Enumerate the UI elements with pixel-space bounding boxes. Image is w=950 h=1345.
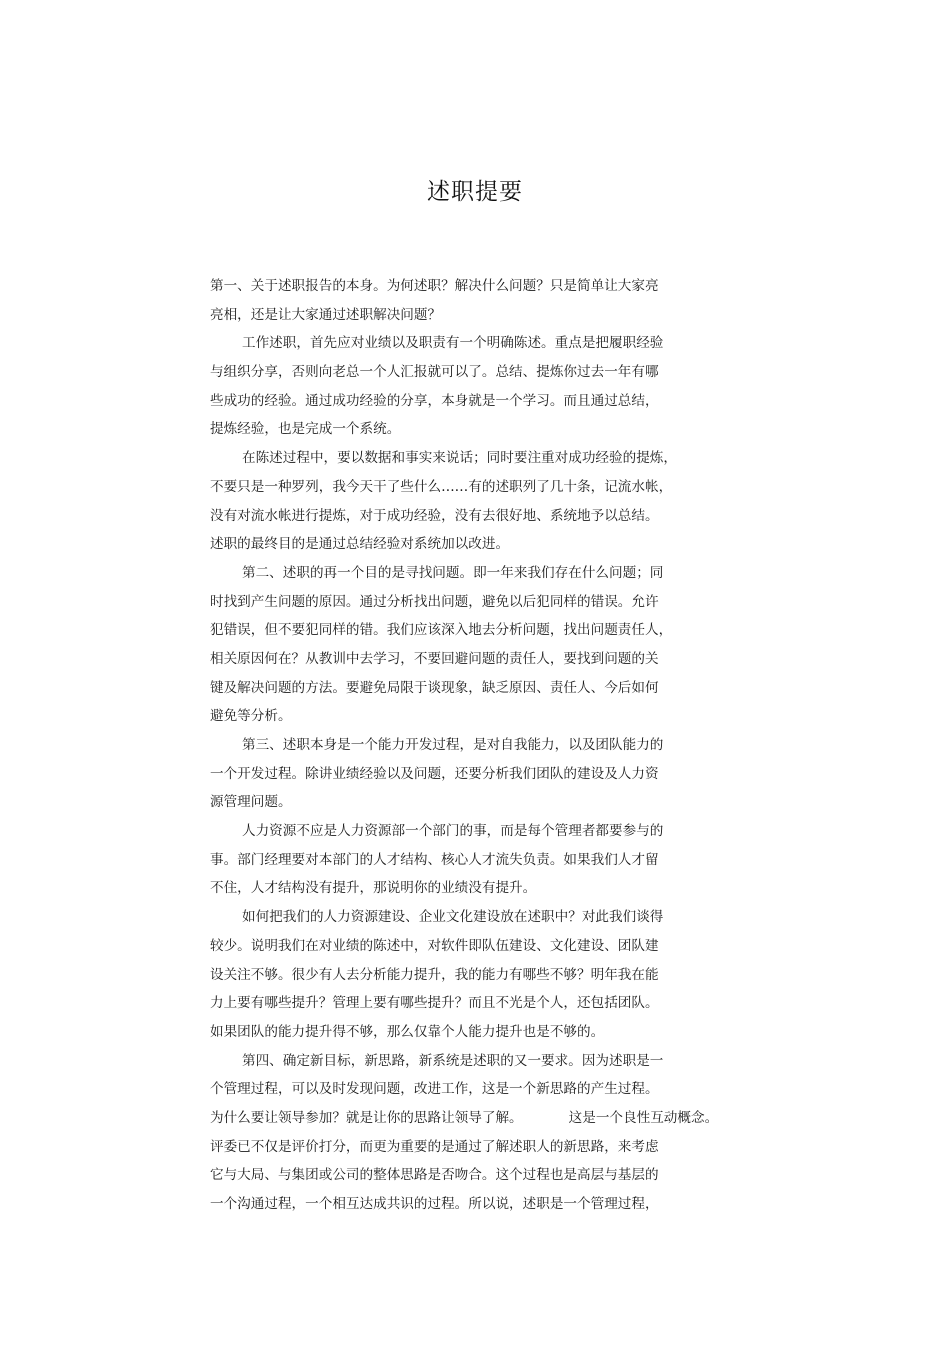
text-line	[210, 1133, 730, 1162]
text-line-content: 它与大局、与集团或公司的整体思路是否吻合。这个过程也是高层与基层的	[210, 1167, 659, 1184]
text-line	[210, 329, 730, 358]
text-line	[210, 961, 730, 990]
text-line-content: 不住，人才结构没有提升，那说明你的业绩没有提升。	[210, 880, 537, 897]
text-line	[210, 473, 730, 502]
text-line-content: 与组织分享，否则向老总一个人汇报就可以了。总结、提炼你过去一年有哪	[210, 364, 659, 381]
text-line-content: 如果团队的能力提升得不够，那么仅靠个人能力提升也是不够的。	[210, 1023, 605, 1040]
text-line	[210, 415, 730, 444]
text-line	[210, 502, 730, 531]
text-line-content: 如何把我们的人力资源建设、企业文化建设放在述职中？对此我们谈得	[242, 909, 664, 926]
text-line-content: 设关注不够。很少有人去分析能力提升，我的能力有哪些不够？明年我在能	[210, 966, 659, 983]
text-line-content: 避免等分析。	[210, 708, 292, 725]
text-line	[210, 874, 730, 903]
text-line-content: 为什么要让领导参加？就是让你的思路让领导了解。	[210, 1109, 523, 1126]
text-line-content: 一个开发过程。除讲业绩经验以及问题，还要分析我们团队的建设及人力资	[210, 765, 659, 782]
text-line-content: 力上要有哪些提升？管理上要有哪些提升？而且不光是个人，还包括团队。	[210, 995, 659, 1012]
text-line	[210, 358, 730, 387]
text-line-tail: 这是一个良性互动概念。	[568, 1109, 719, 1126]
text-line-content: 相关原因何在？从教训中去学习，不要回避问题的责任人，要找到问题的关	[210, 650, 659, 667]
text-line-content: 些成功的经验。通过成功经验的分享，本身就是一个学习。而且通过总结，	[210, 392, 659, 409]
text-line-content: 个管理过程，可以及时发现问题，改进工作，这是一个新思路的产生过程。	[210, 1081, 659, 1098]
text-line-content: 犯错误，但不要犯同样的错。我们应该深入地去分析问题，找出问题责任人，	[210, 622, 673, 639]
text-line-content: 键及解决问题的方法。要避免局限于谈现象，缺乏原因、责任人、今后如何	[210, 679, 659, 696]
text-line	[210, 1018, 730, 1047]
text-line-content: 没有对流水帐进行提炼，对于成功经验，没有去很好地、系统地予以总结。	[210, 507, 659, 524]
text-line	[210, 932, 730, 961]
text-line	[210, 444, 730, 473]
text-line	[210, 788, 730, 817]
text-line	[210, 559, 730, 588]
text-line-content: 在陈述过程中，要以数据和事实来说话；同时要注重对成功经验的提炼，	[242, 450, 677, 467]
text-line-content: 人力资源不应是人力资源部一个部门的事，而是每个管理者都要参与的	[242, 823, 664, 840]
text-line	[210, 530, 730, 559]
text-line-content: 第三、述职本身是一个能力开发过程，是对自我能力，以及团队能力的	[242, 737, 664, 753]
text-line	[210, 1161, 730, 1190]
text-line-content: 时找到产生问题的原因。通过分析找出问题，避免以后犯同样的错误。允许	[210, 593, 659, 610]
text-line-content: 事。部门经理要对本部门的人才结构、核心人才流失负责。如果我们人才留	[210, 851, 659, 868]
text-line-content: 第二、述职的再一个目的是寻找问题。即一年来我们存在什么问题；同	[242, 564, 664, 581]
text-line	[210, 702, 730, 731]
text-line-content: 述职的最终目的是通过总结经验对系统加以改进。	[210, 536, 510, 553]
text-line-content: 亮相，还是让大家通过述职解决问题？	[210, 306, 442, 323]
text-line	[210, 387, 730, 416]
text-line-content: 第一、关于述职报告的本身。为何述职？解决什么问题？只是简单让大家亮	[210, 278, 659, 294]
text-line-content: 较少。说明我们在对业绩的陈述中，对软件即队伍建设、文化建设、团队建	[210, 937, 659, 954]
document-body	[210, 272, 730, 1219]
text-line	[210, 817, 730, 846]
text-line	[210, 272, 730, 301]
text-line	[210, 846, 730, 875]
text-line	[210, 1104, 730, 1133]
text-line-content: 第四、确定新目标，新思路，新系统是述职的又一要求。因为述职是一	[242, 1052, 664, 1069]
text-line	[210, 616, 730, 645]
text-line	[210, 301, 730, 330]
text-line	[210, 903, 730, 932]
text-line	[210, 1047, 730, 1076]
text-line	[210, 588, 730, 617]
text-line-content: 评委已不仅是评价打分，而更为重要的是通过了解述职人的新思路，来考虑	[210, 1138, 659, 1155]
text-line	[210, 645, 730, 674]
text-line	[210, 731, 730, 760]
text-line-content: 提炼经验，也是完成一个系统。	[210, 421, 401, 438]
text-line-content: 工作述职，首先应对业绩以及职责有一个明确陈述。重点是把履职经验	[242, 335, 664, 352]
text-line-content: 源管理问题。	[210, 794, 292, 811]
text-line-content: 一个沟通过程，一个相互达成共识的过程。所以说，述职是一个管理过程，	[210, 1196, 659, 1212]
text-line	[210, 760, 730, 789]
document-title: 述职提要	[427, 179, 523, 205]
text-line	[210, 674, 730, 703]
text-line-content: 不要只是一种罗列，我今天干了些什么……有的述职列了几十条，记流水帐，	[210, 478, 673, 495]
text-line	[210, 1190, 730, 1219]
text-line	[210, 1075, 730, 1104]
text-line	[210, 989, 730, 1018]
